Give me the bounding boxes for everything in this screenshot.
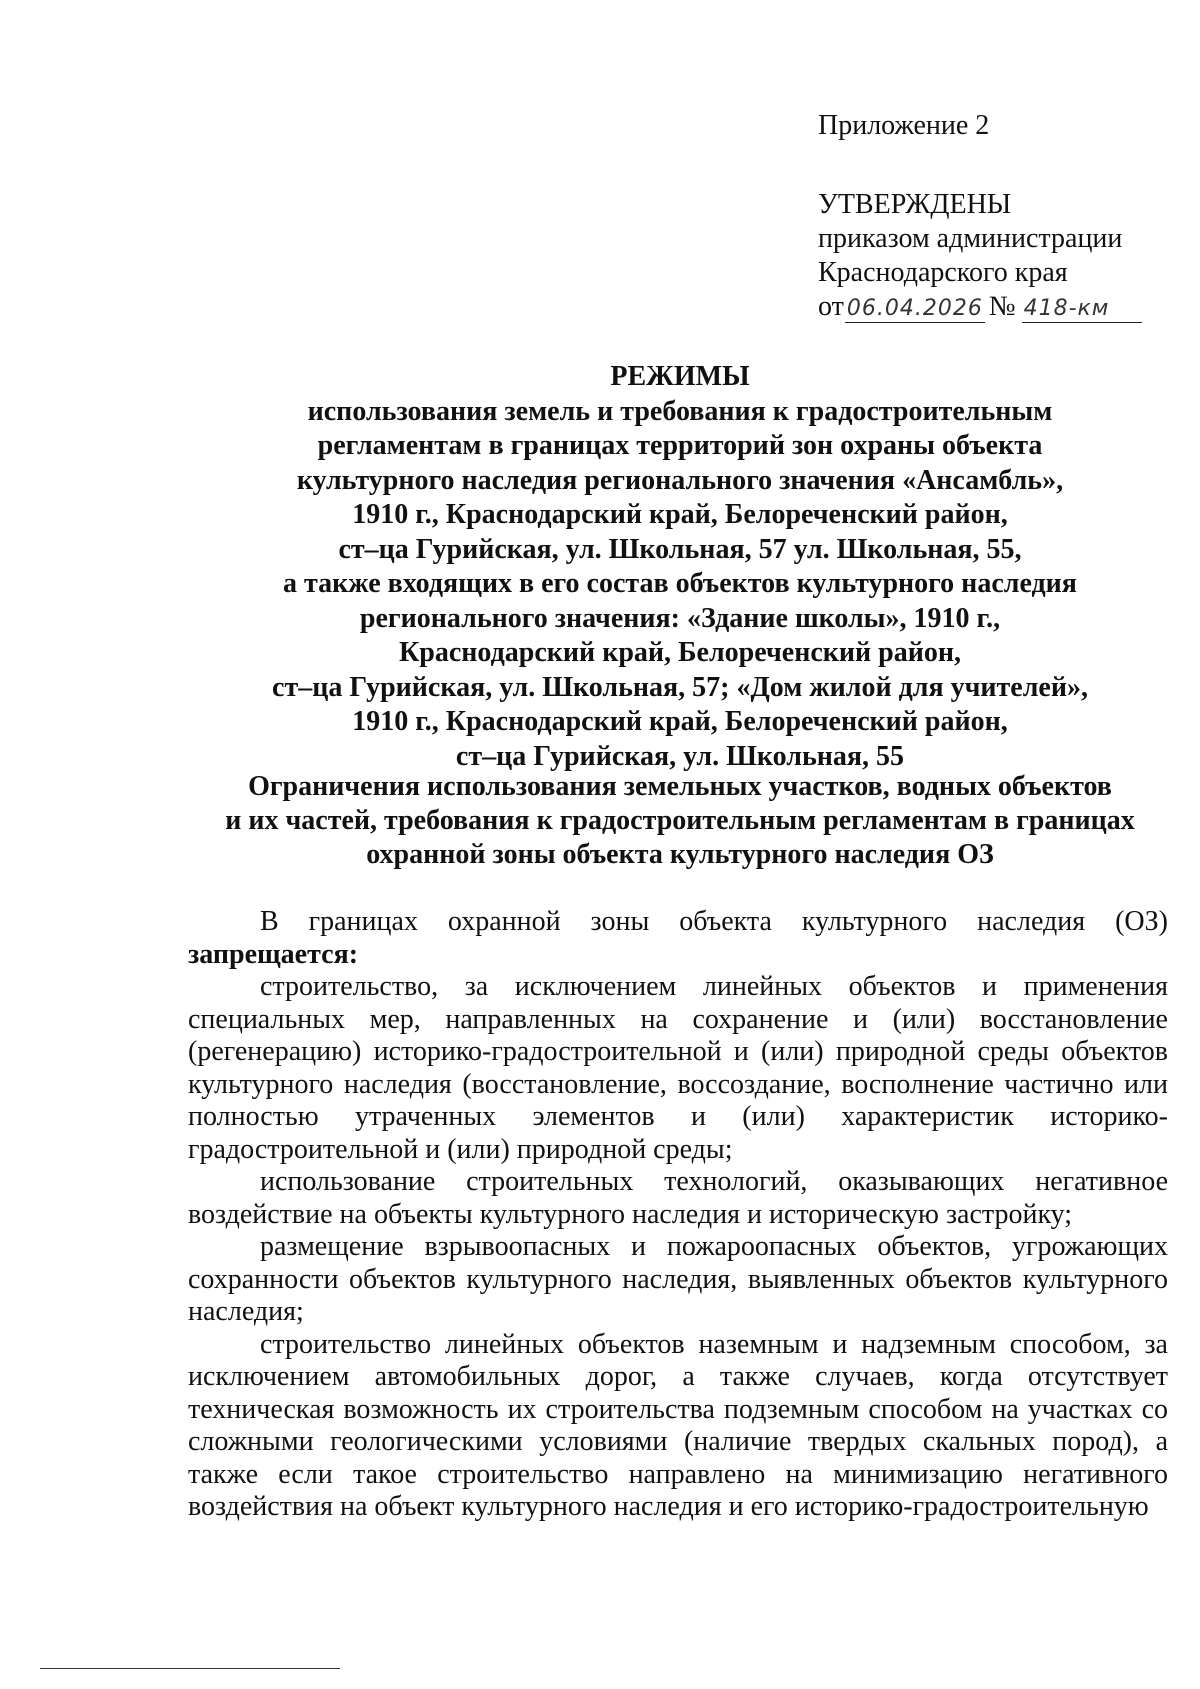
approved-heading: УТВЕРЖДЕНЫ [818,189,1012,220]
handwritten-date: 06.04.2026 [845,296,985,323]
title-line: регламентам в границах территорий зон охраны объекта [317,430,1043,461]
intro-text: В границах охранной зоны объекта культурного наследия (ОЗ) [260,906,1168,937]
title-line: регионального значения: «Здание школы», 1910 г., [359,602,1001,634]
prohibition-item: размещение взрывоопасных и пожароопасных объектов, угрожающих сохранности объектов культурного наследия, выявленных объектов культурного наследия; [188,1231,1168,1327]
title-line: ст–ца Гурийская, ул. Школьная, 57 ул. Школьная, 55, [338,533,1022,565]
handwritten-number: 418-км [1022,296,1142,323]
footer-divider [40,1668,340,1669]
title-line: Краснодарский край, Белореченский район, [399,637,961,668]
prohibition-item: строительство, за исключением линейных объектов и применения специальных мер, направленных на сохранение и (или) восстановление (регенерацию) историко-градостроительной и (или) природной среды объектов культурного наследия (восстановление, воссоздание, восполнение частично или полностью утраченных элементов и (или) характеристик историко-градостроительной и (или) природной среды; [188,971,1168,1165]
title-main: РЕЖИМЫ [610,361,750,392]
date-prefix: от [818,291,844,322]
intro-paragraph [188,906,1168,971]
title-line: 1910 г., Краснодарский край, Белореченский район, [352,499,1008,530]
section-heading-line: и их частей, требования к градостроительным регламентам в границах [225,805,1135,836]
approval-block [818,188,1142,324]
title-line: а также входящих в его состав объектов культурного наследия [283,568,1077,599]
title-line: ст–ца Гурийская, ул. Школьная, 55 [455,740,905,772]
intro-bold: запрещается: [188,938,359,970]
section-heading [150,770,1200,872]
title-line: использования земель и требования к градостроительным [307,395,1053,427]
number-sign: № [988,291,1016,322]
prohibition-item: строительство линейных объектов наземным и надземным способом, за исключением автомобильных дорог, а также случаев, когда отсутствует техническая возможность их строительства подземным способом на участках со сложными геологическими условиями (наличие твердых скальных пород), а также если такое строительство направлено на минимизацию негативного воздействия на объект культурного наследия и его историко-градостроительную [188,1328,1168,1522]
section-heading-line: охранной зоны объекта культурного наследия ОЗ [366,839,994,870]
approved-by-line-2: Краснодарского края [818,257,1068,288]
document-title [150,360,1200,774]
order-line [818,290,1142,324]
title-line: 1910 г., Краснодарский край, Белореченский район, [352,706,1008,737]
title-line: культурного наследия регионального значения «Ансамбль», [296,464,1064,496]
approved-by-line-1: приказом администрации [818,223,1123,254]
section-heading-line: Ограничения использования земельных участков, водных объектов [248,771,1112,802]
title-line: ст–ца Гурийская, ул. Школьная, 57; «Дом жилой для учителей», [272,671,1088,703]
prohibition-item: использование строительных технологий, оказывающих негативное воздействие на объекты культурного наследия и историческую застройку; [188,1166,1168,1230]
attachment-label: Приложение 2 [818,110,990,141]
body-text [188,906,1168,1524]
